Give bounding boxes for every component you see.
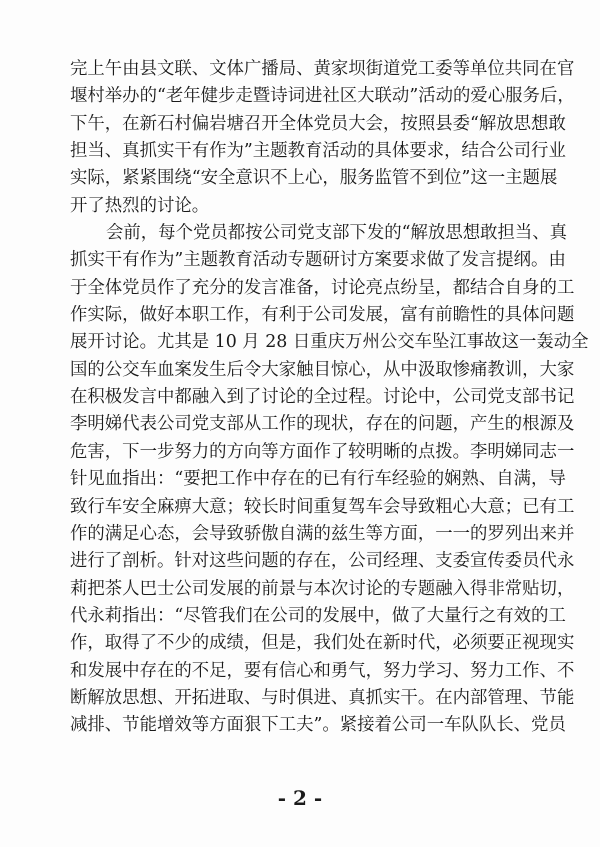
text-line: 减排、节能增效等方面狠下工夫”。紧接着公司一车队队长、党员 [70, 715, 566, 736]
text-line: 完上午由县文联、文体广播局、黄家坝街道党工委等单位共同在官 [70, 59, 575, 79]
text-line: 危害，下一步努力的方向等方面作了较明晰的点拨。李明娣同志一 [70, 441, 575, 462]
text-line: 在积极发言中都融入到了讨论的全过程。讨论中，公司党支部书记 [70, 387, 575, 408]
text-line: 作的满足心态，会导致骄傲自满的兹生等方面，一一的罗列出来并 [70, 523, 575, 544]
text-line: 针见血指出：“要把工作中存在的已有行车经验的娴熟、自满，导 [70, 469, 566, 490]
text-line: 担当、真抓实干有作为”主题教育活动的具体要求，结合公司行业 [70, 141, 566, 162]
text-line: 抓实干有作为”主题教育活动专题研讨方案要求做了发言提纲。由 [70, 250, 566, 271]
text-line: 作，取得了不少的成绩，但是，我们处在新时代，必须要正视现实 [70, 633, 575, 654]
text-line: 进行了剖析。针对这些问题的存在，公司经理、支委宣传委员代永 [70, 551, 575, 572]
body-text [70, 56, 589, 740]
text-line: 莉把茶人巴士公司发展的前景与本次讨论的专题融入得非常贴切， [70, 578, 575, 599]
text-line: 作实际，做好本职工作，有利于公司发展，富有前瞻性的具体问题 [70, 305, 575, 326]
text-line: 李明娣代表公司党支部从工作的现状，存在的问题，产生的根源及 [70, 414, 575, 435]
text-line: 国的公交车血案发生后令大家触目惊心，从中汲取惨痛教训，大家 [70, 359, 575, 380]
text-line: 会前，每个党员都按公司党支部下发的“解放思想敢担当、真 [106, 223, 568, 244]
text-line: 代永莉指出：“尽管我们在公司的发展中，做了大量行之有效的工 [70, 605, 566, 626]
text-line: 致行车安全麻痹大意；较长时间重复驾车会导致粗心大意；已有工 [70, 496, 575, 517]
text-line: 展开讨论。尤其是 10 月 28 日重庆万州公交车坠江事故这一轰动全 [70, 332, 589, 353]
text-line: 断解放思想、开拓进取、与时俱进、真抓实干。在内部管理、节能 [70, 687, 575, 708]
text-line: 开了热烈的讨论。 [70, 195, 210, 216]
text-line: 于全体党员作了充分的发言准备，讨论亮点纷呈，都结合自身的工 [70, 277, 575, 298]
text-line: 实际，紧紧围绕“安全意识不上心，服务监管不到位”这一主题展 [70, 168, 558, 189]
text-line: 堰村举办的“老年健步走暨诗词进社区大联动”活动的爱心服务后， [70, 86, 575, 107]
text-line: 下午，在新石村偏岩塘召开全体党员大会，按照县委“解放思想敢 [70, 113, 566, 134]
page-number: - 2 - [277, 786, 323, 810]
text-line: 和发展中存在的不足，要有信心和勇气，努力学习、努力工作、不 [70, 660, 575, 681]
